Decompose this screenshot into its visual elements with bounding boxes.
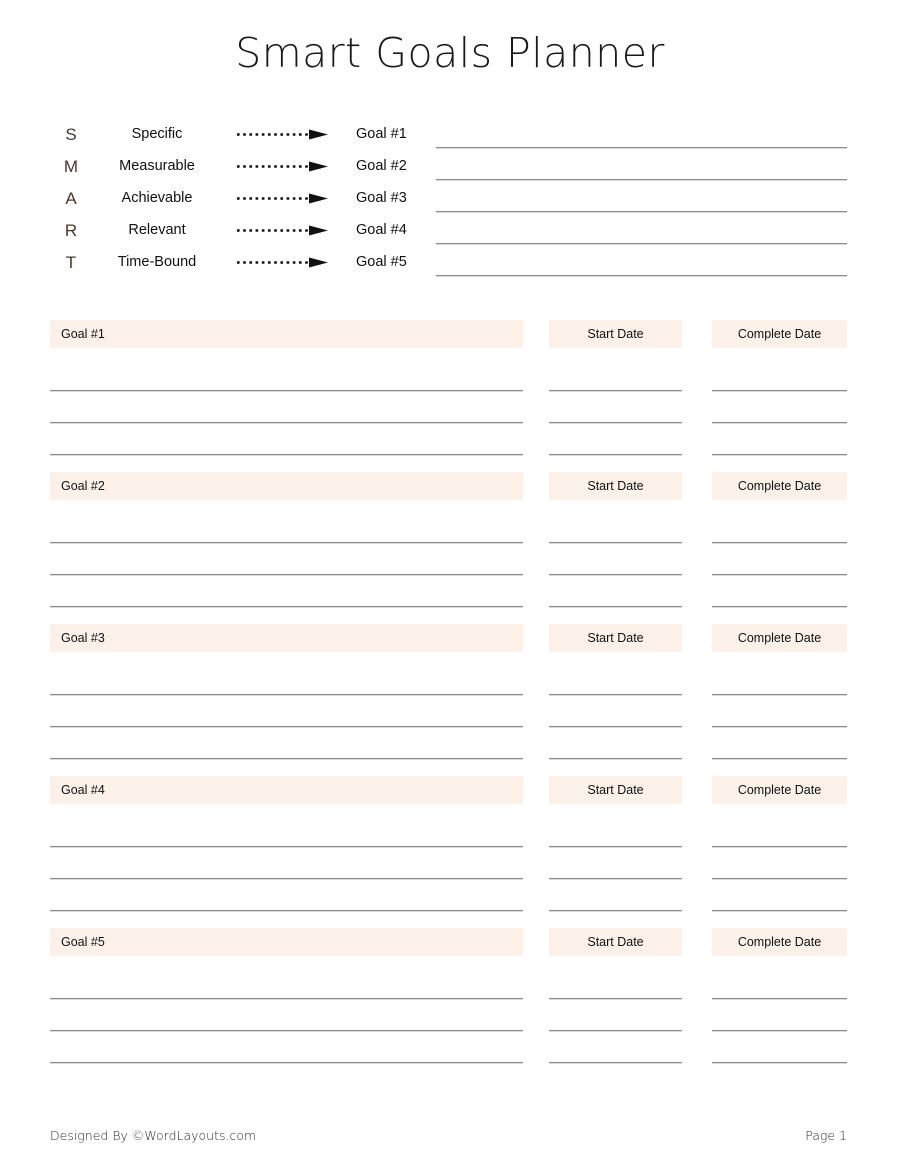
complete-date-write-line[interactable]	[712, 758, 847, 759]
smart-goal-label: Goal #1	[356, 125, 407, 142]
write-line-rule	[712, 422, 847, 423]
goal-note-write-line[interactable]	[50, 454, 523, 455]
goal-block	[50, 776, 847, 911]
write-line-rule	[50, 726, 523, 727]
write-line-rule	[50, 910, 523, 911]
complete-date-column-header: Complete Date	[712, 624, 847, 652]
goal-note-write-line[interactable]	[50, 998, 523, 999]
smart-letter: R	[64, 220, 78, 240]
write-line-rule	[712, 542, 847, 543]
goal-note-write-line[interactable]	[50, 910, 523, 911]
write-line-rule	[50, 454, 523, 455]
goal-details-section	[50, 320, 847, 1080]
goal-block-header	[50, 928, 847, 956]
write-line-rule	[549, 422, 682, 423]
write-line-rule	[712, 574, 847, 575]
smart-row	[50, 246, 847, 278]
smart-goal-write-line[interactable]	[436, 243, 847, 244]
write-line-rule	[549, 574, 682, 575]
goal-line-row	[50, 695, 847, 727]
column-spacer	[523, 320, 549, 348]
goal-block-header	[50, 624, 847, 652]
page-footer	[50, 1128, 847, 1143]
complete-date-write-line[interactable]	[712, 422, 847, 423]
goal-block-title: Goal #1	[50, 320, 523, 348]
write-line-rule	[50, 846, 523, 847]
write-line-rule	[712, 726, 847, 727]
write-line-rule	[712, 846, 847, 847]
start-date-write-line[interactable]	[549, 1030, 682, 1031]
write-line-rule	[712, 606, 847, 607]
smart-goal-write-line[interactable]	[436, 147, 847, 148]
column-spacer	[523, 776, 549, 804]
goal-block-lines	[50, 348, 847, 455]
goal-block	[50, 320, 847, 455]
goal-note-write-line[interactable]	[50, 726, 523, 727]
start-date-write-line[interactable]	[549, 910, 682, 911]
start-date-write-line[interactable]	[549, 574, 682, 575]
write-line-rule	[712, 1062, 847, 1063]
smart-goal-label: Goal #2	[356, 157, 407, 174]
start-date-write-line[interactable]	[549, 878, 682, 879]
column-spacer	[682, 928, 712, 956]
goal-block-header	[50, 472, 847, 500]
smart-goal-write-line[interactable]	[436, 211, 847, 212]
start-date-write-line[interactable]	[549, 422, 682, 423]
start-date-write-line[interactable]	[549, 542, 682, 543]
goal-note-write-line[interactable]	[50, 574, 523, 575]
goal-block-lines	[50, 652, 847, 759]
goal-note-write-line[interactable]	[50, 878, 523, 879]
goal-block-lines	[50, 500, 847, 607]
smart-row	[50, 150, 847, 182]
dotted-arrow-icon	[222, 127, 342, 141]
write-line-rule	[549, 846, 682, 847]
smart-word: Measurable	[119, 157, 195, 174]
complete-date-write-line[interactable]	[712, 910, 847, 911]
write-line-rule	[50, 422, 523, 423]
goal-block-title: Goal #3	[50, 624, 523, 652]
goal-block-title: Goal #5	[50, 928, 523, 956]
write-line-rule	[50, 878, 523, 879]
write-line-rule	[549, 910, 682, 911]
smart-row	[50, 214, 847, 246]
goal-note-write-line[interactable]	[50, 606, 523, 607]
goal-note-write-line[interactable]	[50, 1030, 523, 1031]
write-line-rule	[549, 878, 682, 879]
write-line-rule	[50, 1062, 523, 1063]
goal-note-write-line[interactable]	[50, 846, 523, 847]
goal-block-header	[50, 776, 847, 804]
dotted-arrow-icon	[222, 159, 342, 173]
goal-block-lines	[50, 956, 847, 1063]
start-date-write-line[interactable]	[549, 998, 682, 999]
write-line-rule	[712, 454, 847, 455]
page-title: Smart Goals Planner	[235, 29, 665, 77]
smart-letter: S	[65, 124, 77, 144]
write-line-rule	[712, 1030, 847, 1031]
goal-line-row	[50, 1031, 847, 1063]
write-line-rule	[712, 758, 847, 759]
smart-word: Relevant	[128, 221, 186, 238]
column-spacer	[523, 928, 549, 956]
complete-date-write-line[interactable]	[712, 542, 847, 543]
complete-date-write-line[interactable]	[712, 1030, 847, 1031]
write-line-rule	[50, 998, 523, 999]
goal-note-write-line[interactable]	[50, 1062, 523, 1063]
goal-line-row	[50, 727, 847, 759]
goal-line-row	[50, 511, 847, 543]
column-spacer	[682, 472, 712, 500]
goal-line-row	[50, 847, 847, 879]
write-line-rule	[50, 574, 523, 575]
goal-line-row	[50, 999, 847, 1031]
write-line-rule	[50, 542, 523, 543]
write-line-rule	[549, 726, 682, 727]
smart-goal-label: Goal #3	[356, 189, 407, 206]
start-date-column-header: Start Date	[549, 776, 682, 804]
goal-line-row	[50, 815, 847, 847]
start-date-column-header: Start Date	[549, 472, 682, 500]
dotted-arrow-icon	[222, 255, 342, 269]
write-line-rule	[712, 878, 847, 879]
write-line-rule	[549, 1030, 682, 1031]
write-line-rule	[549, 1062, 682, 1063]
write-line-rule	[549, 454, 682, 455]
smart-letter: T	[65, 252, 77, 272]
write-line-rule	[549, 606, 682, 607]
start-date-column-header: Start Date	[549, 624, 682, 652]
smart-row	[50, 182, 847, 214]
write-line-rule	[712, 694, 847, 695]
goal-note-write-line[interactable]	[50, 758, 523, 759]
footer-page-number: Page 1	[805, 1128, 847, 1143]
complete-date-column-header: Complete Date	[712, 776, 847, 804]
write-line-rule	[50, 758, 523, 759]
write-line-rule	[549, 390, 682, 391]
start-date-write-line[interactable]	[549, 694, 682, 695]
smart-word: Achievable	[121, 189, 193, 206]
goal-line-row	[50, 359, 847, 391]
start-date-column-header: Start Date	[549, 320, 682, 348]
column-spacer	[682, 320, 712, 348]
goal-block	[50, 928, 847, 1063]
goal-note-write-line[interactable]	[50, 422, 523, 423]
smart-word: Specific	[131, 125, 183, 142]
goal-line-row	[50, 543, 847, 575]
column-spacer	[682, 776, 712, 804]
start-date-write-line[interactable]	[549, 846, 682, 847]
start-date-write-line[interactable]	[549, 726, 682, 727]
smart-acronym-section	[50, 118, 847, 278]
goal-note-write-line[interactable]	[50, 390, 523, 391]
smart-goal-label: Goal #5	[356, 253, 407, 270]
goal-block	[50, 624, 847, 759]
complete-date-write-line[interactable]	[712, 574, 847, 575]
goal-line-row	[50, 423, 847, 455]
complete-date-write-line[interactable]	[712, 390, 847, 391]
smart-word: Time-Bound	[117, 253, 197, 270]
complete-date-write-line[interactable]	[712, 846, 847, 847]
goal-line-row	[50, 391, 847, 423]
goal-block-lines	[50, 804, 847, 911]
complete-date-write-line[interactable]	[712, 998, 847, 999]
dotted-arrow-icon	[222, 223, 342, 237]
smart-goal-write-line[interactable]	[436, 179, 847, 180]
column-spacer	[682, 624, 712, 652]
start-date-write-line[interactable]	[549, 454, 682, 455]
dotted-arrow-icon	[222, 191, 342, 205]
goal-note-write-line[interactable]	[50, 694, 523, 695]
complete-date-write-line[interactable]	[712, 878, 847, 879]
write-line-rule	[50, 694, 523, 695]
goal-line-row	[50, 967, 847, 999]
write-line-rule	[549, 694, 682, 695]
smart-letter: M	[63, 156, 79, 176]
write-line-rule	[549, 758, 682, 759]
goal-block-header	[50, 320, 847, 348]
complete-date-column-header: Complete Date	[712, 928, 847, 956]
write-line-rule	[50, 606, 523, 607]
goal-note-write-line[interactable]	[50, 542, 523, 543]
complete-date-column-header: Complete Date	[712, 320, 847, 348]
footer-credit: Designed By ©WordLayouts.com	[50, 1128, 257, 1143]
smart-goal-write-line[interactable]	[436, 275, 847, 276]
complete-date-write-line[interactable]	[712, 694, 847, 695]
start-date-column-header: Start Date	[549, 928, 682, 956]
complete-date-column-header: Complete Date	[712, 472, 847, 500]
column-spacer	[523, 624, 549, 652]
column-spacer	[523, 472, 549, 500]
goal-block	[50, 472, 847, 607]
write-line-rule	[549, 998, 682, 999]
start-date-write-line[interactable]	[549, 390, 682, 391]
goal-block-title: Goal #2	[50, 472, 523, 500]
write-line-rule	[712, 390, 847, 391]
start-date-write-line[interactable]	[549, 758, 682, 759]
complete-date-write-line[interactable]	[712, 1062, 847, 1063]
goal-line-row	[50, 663, 847, 695]
smart-goal-label: Goal #4	[356, 221, 407, 238]
smart-row	[50, 118, 847, 150]
start-date-write-line[interactable]	[549, 1062, 682, 1063]
complete-date-write-line[interactable]	[712, 454, 847, 455]
write-line-rule	[549, 542, 682, 543]
write-line-rule	[50, 390, 523, 391]
goal-line-row	[50, 879, 847, 911]
complete-date-write-line[interactable]	[712, 726, 847, 727]
smart-letter: A	[65, 188, 77, 208]
complete-date-write-line[interactable]	[712, 606, 847, 607]
goal-block-title: Goal #4	[50, 776, 523, 804]
start-date-write-line[interactable]	[549, 606, 682, 607]
goal-line-row	[50, 575, 847, 607]
write-line-rule	[50, 1030, 523, 1031]
write-line-rule	[712, 910, 847, 911]
write-line-rule	[712, 998, 847, 999]
